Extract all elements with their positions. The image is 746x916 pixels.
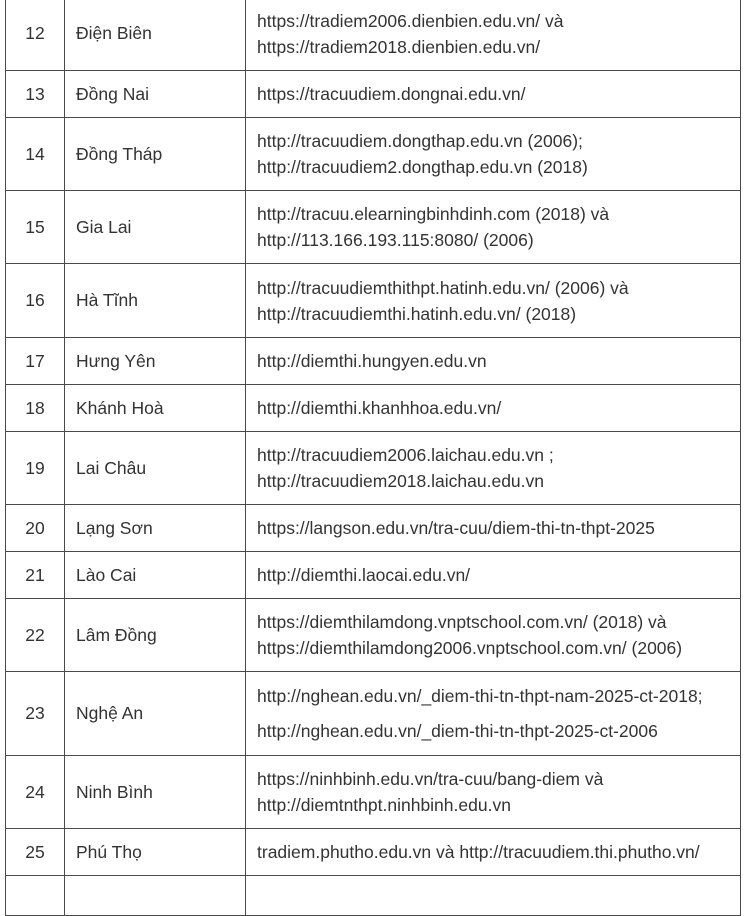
province-name: Lạng Sơn: [65, 505, 246, 552]
table-row: [6, 672, 741, 756]
table-row: [6, 191, 741, 264]
lookup-link[interactable]: https://tradiem2006.dienbien.edu.vn/ và: [257, 10, 564, 31]
province-name: Điện Biên: [65, 0, 246, 71]
province-name: [65, 876, 246, 916]
lookup-links: [246, 118, 741, 191]
province-name: Phú Thọ: [65, 829, 246, 876]
lookup-link[interactable]: http://diemthi.laocai.edu.vn/: [257, 565, 471, 585]
lookup-link[interactable]: tradiem.phutho.edu.vn và http://tracuudiem.thi.phutho.vn/: [257, 842, 700, 862]
lookup-link[interactable]: http://nghean.edu.vn/_diem-thi-tn-thpt-2025-ct-2006: [257, 721, 658, 741]
table-row: [6, 71, 741, 118]
lookup-links: [246, 505, 741, 552]
row-number: 22: [6, 599, 65, 672]
lookup-links: [246, 672, 741, 756]
row-number: 13: [6, 71, 65, 118]
row-number: 12: [6, 0, 65, 71]
lookup-link[interactable]: https://diemthilamdong2006.vnptschool.com.vn/ (2006): [257, 638, 683, 658]
province-name: Lai Châu: [65, 432, 246, 505]
table-row: [6, 338, 741, 385]
lookup-link[interactable]: https://tracuudiem.dongnai.edu.vn/: [257, 84, 526, 104]
province-name: Ninh Bình: [65, 756, 246, 829]
table-row: [6, 505, 741, 552]
province-name: Khánh Hoà: [65, 385, 246, 432]
lookup-links: [246, 876, 741, 916]
table-row: [6, 552, 741, 599]
table-row: [6, 756, 741, 829]
lookup-link[interactable]: http://tracuudiemthithpt.hatinh.edu.vn/ (2006) và: [257, 277, 629, 298]
lookup-link[interactable]: http://diemthi.khanhhoa.edu.vn/: [257, 398, 502, 418]
lookup-link[interactable]: http://tracuudiem2.dongthap.edu.vn (2018): [257, 157, 588, 177]
lookup-links: [246, 552, 741, 599]
row-number: 19: [6, 432, 65, 505]
lookup-link[interactable]: http://nghean.edu.vn/_diem-thi-tn-thpt-nam-2025-ct-2018;: [257, 686, 703, 706]
lookup-links: [246, 385, 741, 432]
province-name: Lào Cai: [65, 552, 246, 599]
row-number: 14: [6, 118, 65, 191]
lookup-links: [246, 756, 741, 829]
province-name: Nghệ An: [65, 672, 246, 756]
table-row: [6, 432, 741, 505]
lookup-link[interactable]: http://diemthi.hungyen.edu.vn: [257, 351, 487, 371]
province-name: Đồng Tháp: [65, 118, 246, 191]
lookup-links: [246, 71, 741, 118]
province-name: Đồng Nai: [65, 71, 246, 118]
lookup-links: [246, 0, 741, 71]
province-name: Hà Tĩnh: [65, 264, 246, 338]
row-number: 25: [6, 829, 65, 876]
lookup-links: [246, 829, 741, 876]
row-number: 17: [6, 338, 65, 385]
row-number: 16: [6, 264, 65, 338]
province-name: Lâm Đồng: [65, 599, 246, 672]
table-row: [6, 385, 741, 432]
lookup-link[interactable]: http://tracuudiem2018.laichau.edu.vn: [257, 471, 544, 491]
lookup-links: [246, 599, 741, 672]
table-row: [6, 264, 741, 338]
row-number: 20: [6, 505, 65, 552]
row-number: 24: [6, 756, 65, 829]
lookup-link[interactable]: http://tracuudiemthi.hatinh.edu.vn/ (2018): [257, 303, 577, 324]
table-body: [6, 0, 741, 916]
row-number: 23: [6, 672, 65, 756]
lookup-link[interactable]: http://tracuudiem2006.laichau.edu.vn ;: [257, 445, 554, 465]
exam-score-lookup-table: [5, 0, 741, 916]
lookup-link[interactable]: http://tracuudiem.dongthap.edu.vn (2006);: [257, 131, 583, 151]
table-row: [6, 599, 741, 672]
lookup-links: [246, 432, 741, 505]
lookup-links: [246, 191, 741, 264]
row-number: 18: [6, 385, 65, 432]
lookup-link[interactable]: https://langson.edu.vn/tra-cuu/diem-thi-tn-thpt-2025: [257, 518, 655, 538]
row-number: 21: [6, 552, 65, 599]
table-row: [6, 0, 741, 71]
lookup-link[interactable]: https://diemthilamdong.vnptschool.com.vn/ (2018) và: [257, 612, 667, 632]
lookup-link[interactable]: http://diemtnthpt.ninhbinh.edu.vn: [257, 795, 511, 815]
table-row: [6, 118, 741, 191]
province-name: Hưng Yên: [65, 338, 246, 385]
lookup-links: [246, 338, 741, 385]
table-row: [6, 829, 741, 876]
lookup-link[interactable]: http://tracuu.elearningbinhdinh.com (2018) và: [257, 204, 610, 224]
row-number: [6, 876, 65, 916]
province-name: Gia Lai: [65, 191, 246, 264]
lookup-links: [246, 264, 741, 338]
table-row-partial: [6, 876, 741, 916]
lookup-link[interactable]: http://113.166.193.115:8080/ (2006): [257, 230, 534, 250]
row-number: 15: [6, 191, 65, 264]
lookup-link[interactable]: https://tradiem2018.dienbien.edu.vn/: [257, 36, 541, 57]
lookup-link[interactable]: https://ninhbinh.edu.vn/tra-cuu/bang-diem và: [257, 769, 604, 789]
